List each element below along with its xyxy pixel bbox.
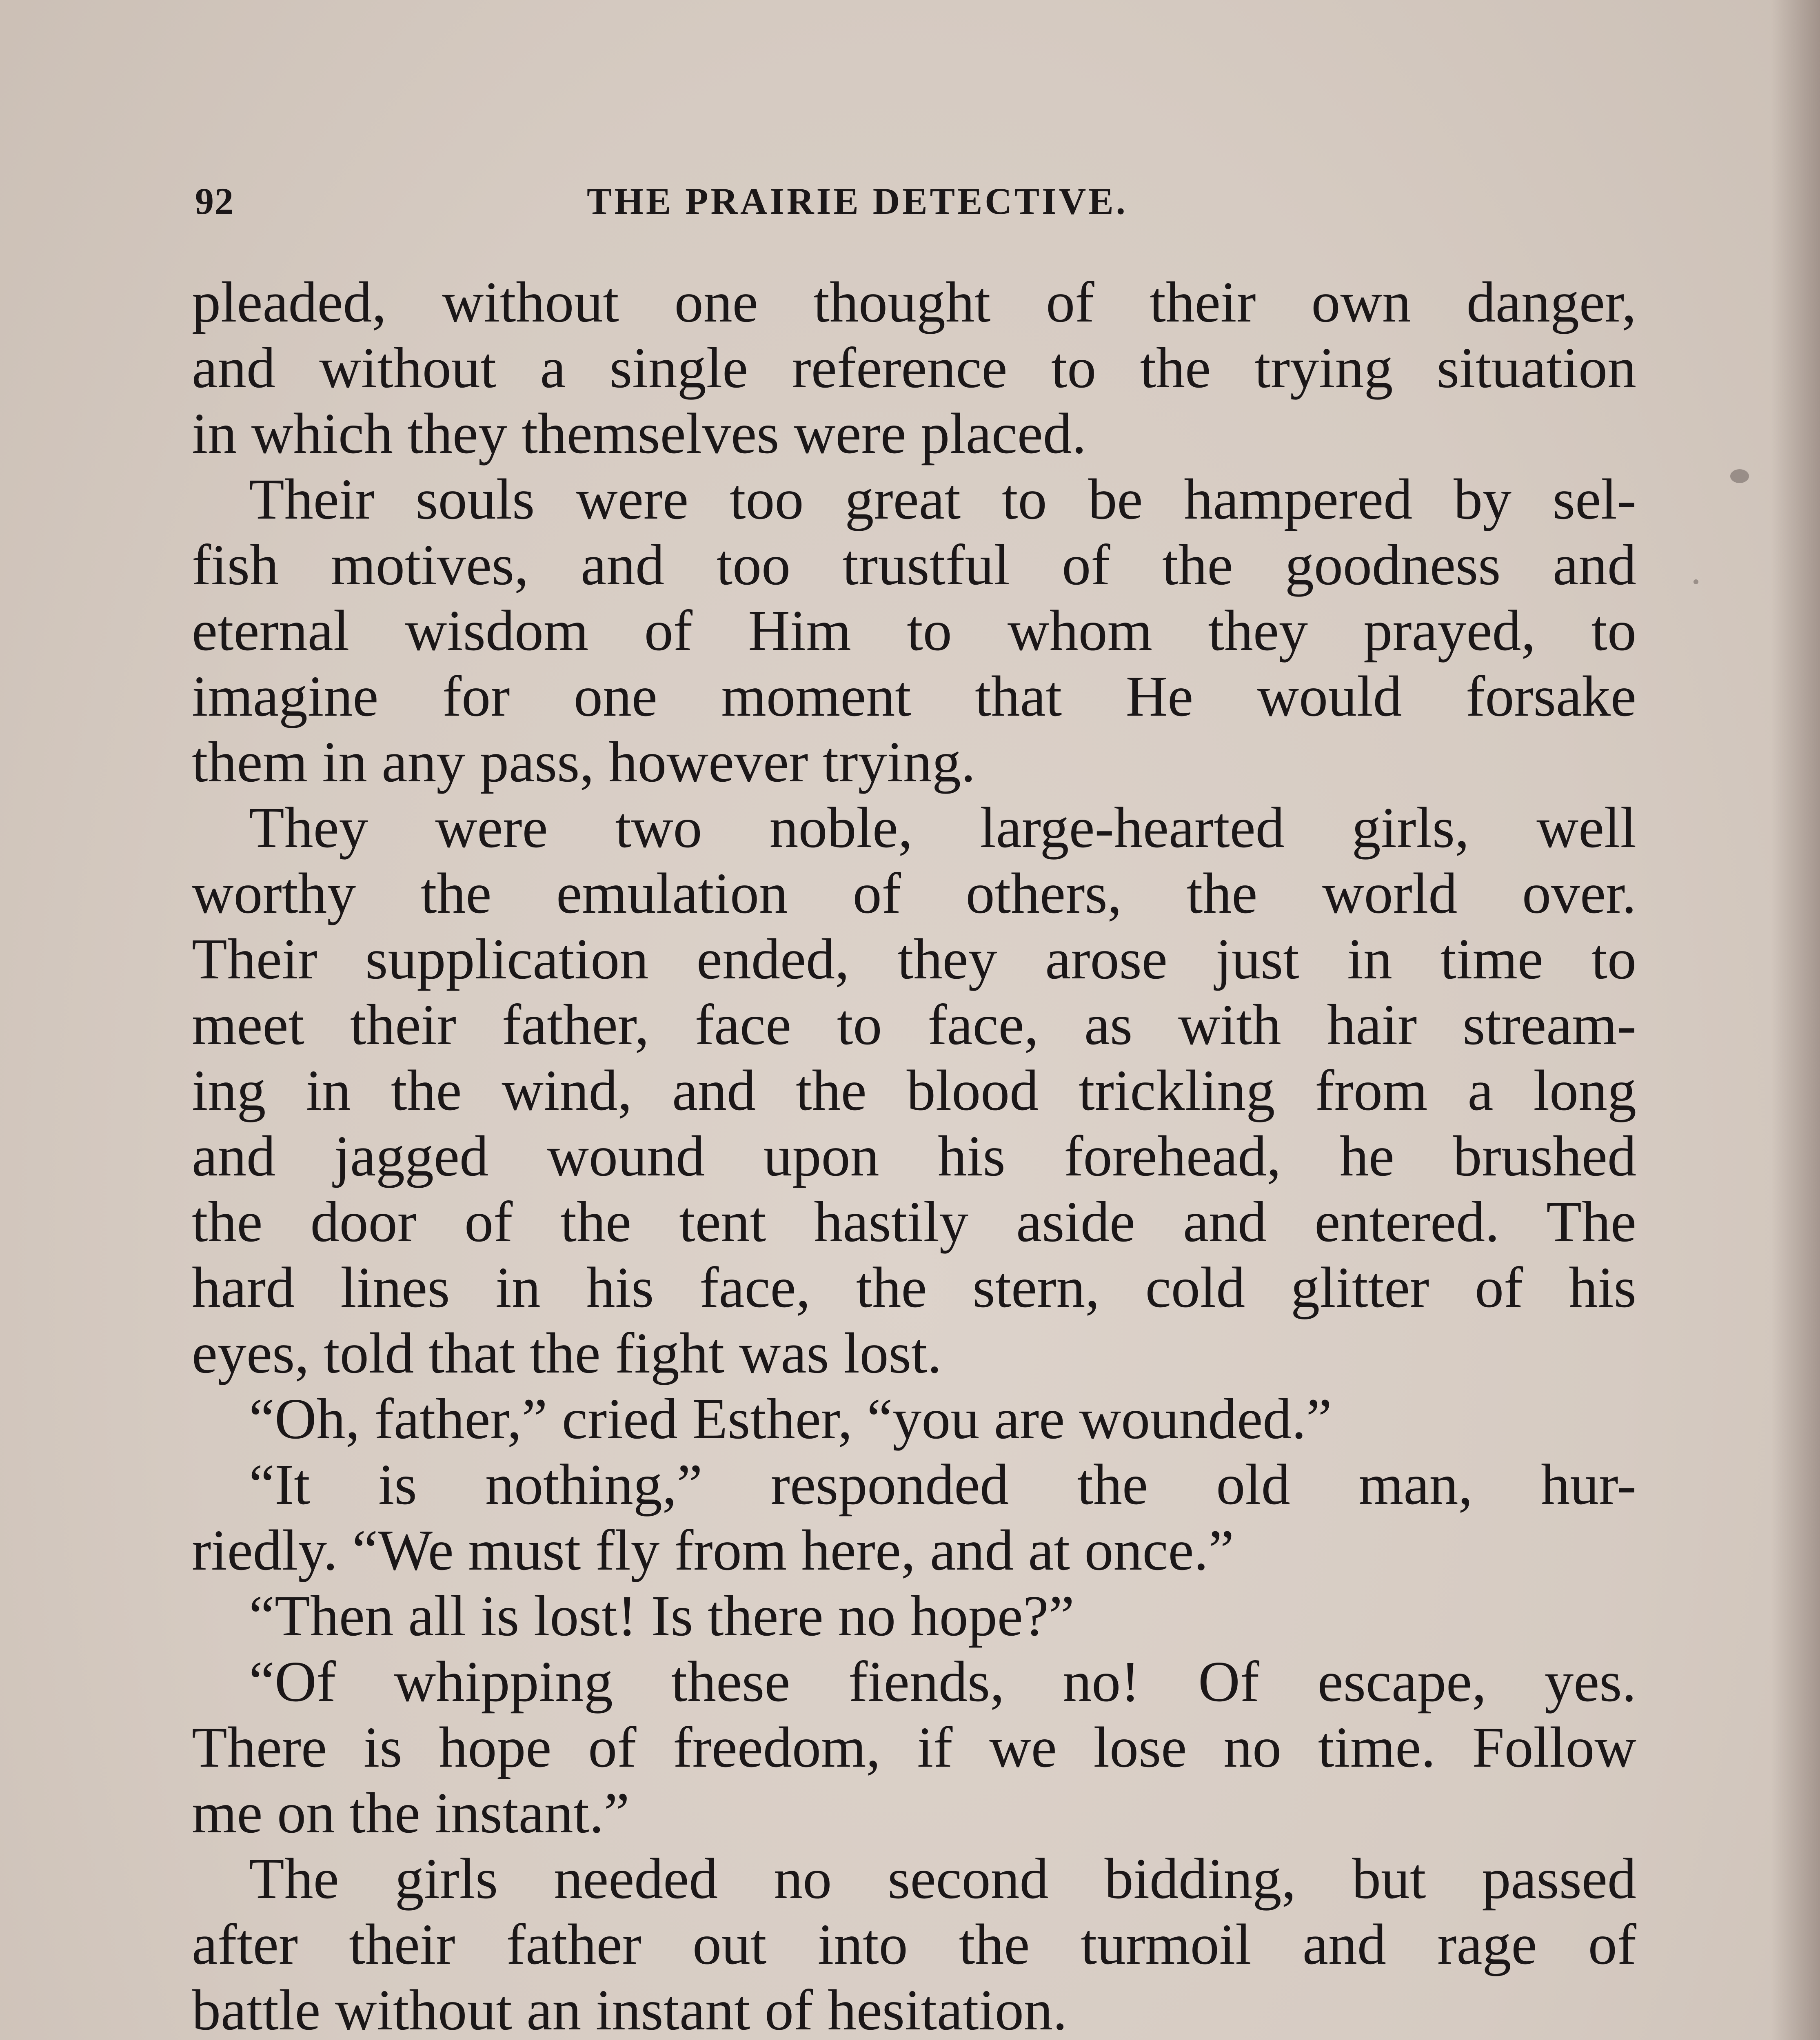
text-line: and jagged wound upon his forehead, he brushed	[192, 1124, 1636, 1188]
paper-speck	[1730, 469, 1749, 483]
text-line: Their souls were too great to be hampered by sel-	[249, 467, 1636, 531]
text-line: “It is nothing,” responded the old man, hur-	[249, 1452, 1636, 1517]
text-line: in which they themselves were placed.	[192, 401, 1087, 466]
text-line: meet their father, face to face, as with hair stream-	[192, 992, 1636, 1057]
page-edge-shadow	[1771, 0, 1820, 2040]
text-line: eyes, told that the fight was lost.	[192, 1321, 942, 1385]
text-line: and without a single reference to the trying situation	[192, 335, 1636, 400]
text-line: imagine for one moment that He would forsake	[192, 664, 1636, 728]
text-line: There is hope of freedom, if we lose no time. Follow	[192, 1715, 1636, 1779]
text-line: the door of the tent hastily aside and entered. The	[192, 1189, 1636, 1254]
text-line: me on the instant.”	[192, 1781, 630, 1845]
paper-speck	[1693, 579, 1698, 584]
text-line: “Of whipping these fiends, no! Of escape, yes.	[249, 1649, 1636, 1714]
text-line: them in any pass, however trying.	[192, 730, 976, 794]
page-number: 92	[195, 180, 234, 222]
text-line: fish motives, and too trustful of the goodness and	[192, 532, 1636, 597]
body-text	[192, 269, 1636, 2040]
text-line: The girls needed no second bidding, but passed	[249, 1846, 1636, 1911]
text-line: hard lines in his face, the stern, cold glitter of his	[192, 1255, 1636, 1319]
text-line: riedly. “We must fly from here, and at once.”	[192, 1518, 1234, 1582]
text-line: eternal wisdom of Him to whom they prayed, to	[192, 598, 1636, 663]
text-line: worthy the emulation of others, the world over.	[192, 861, 1636, 925]
page-header	[195, 180, 1631, 233]
text-line: after their father out into the turmoil and rage of	[192, 1912, 1636, 1976]
text-line: pleaded, without one thought of their own danger,	[192, 270, 1636, 334]
text-line: They were two noble, large-hearted girls, well	[249, 795, 1636, 860]
text-line: “Oh, father,” cried Esther, “you are wounded.”	[249, 1386, 1332, 1451]
text-line: “Then all is lost! Is there no hope?”	[249, 1583, 1074, 1648]
running-title: THE PRAIRIE DETECTIVE.	[587, 180, 1128, 222]
text-line: battle without an instant of hesitation.	[192, 1978, 1068, 2040]
text-line: Their supplication ended, they arose just in time to	[192, 927, 1636, 991]
text-line: ing in the wind, and the blood trickling from a long	[192, 1058, 1636, 1122]
